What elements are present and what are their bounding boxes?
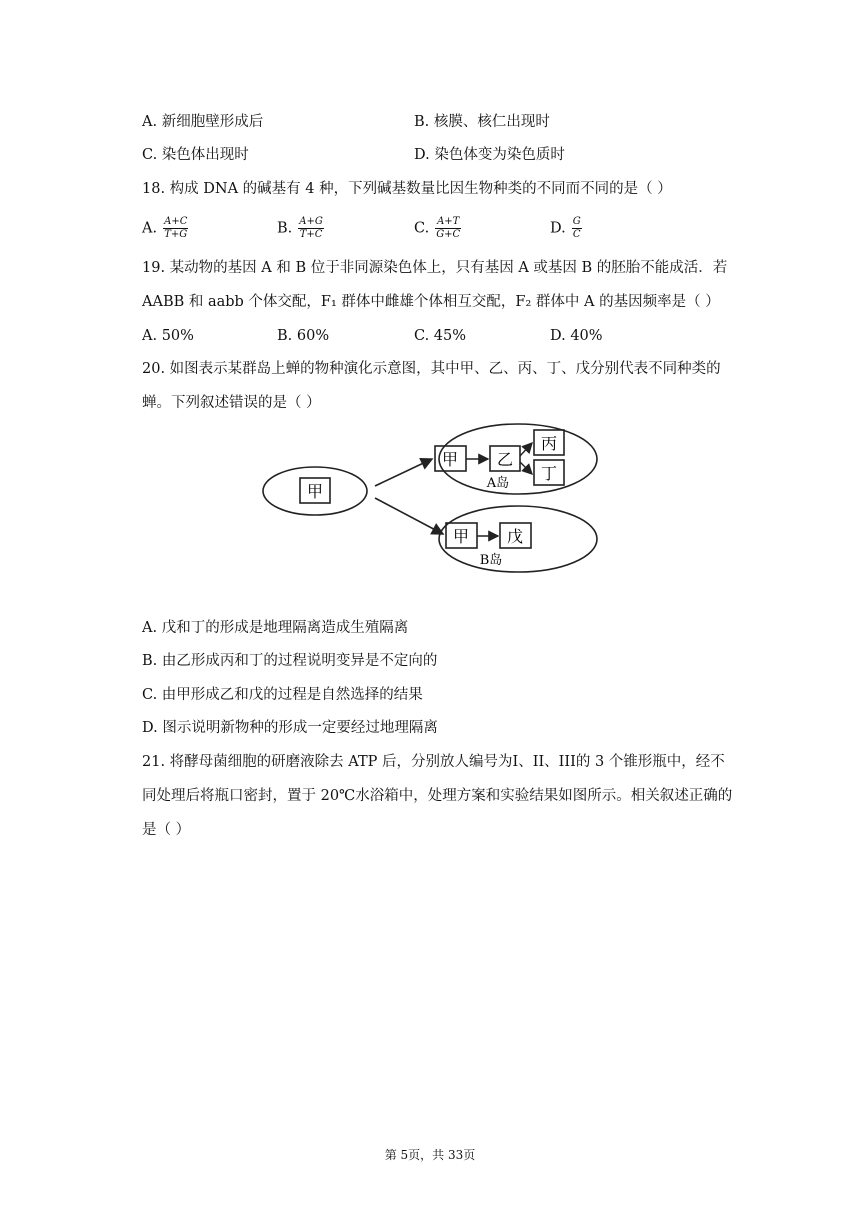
q19-stem-line2: AABB 和 aabb 个体交配，F₁ 群体中雌雄个体相互交配，F₂ 群体中 A 的基因频率是（ ） [142, 294, 720, 310]
island-a-box-bing-label: 丙 [540, 434, 558, 453]
q18-option-b [277, 216, 324, 241]
q19-option-a: A. 50% [142, 328, 194, 344]
q18-option-a-fraction [163, 216, 188, 241]
q19-option-b: B. 60% [277, 328, 330, 344]
island-a-label: A岛 [486, 476, 510, 491]
q18-option-b-fraction [298, 216, 324, 241]
q20-option-d: D. 图示说明新物种的形成一定要经过地理隔离 [142, 720, 438, 736]
arrow-origin-to-island-a [375, 459, 432, 486]
q17-option-c: C. 染色体出现时 [142, 147, 249, 163]
island-b-box-jia-label: 甲 [452, 527, 470, 546]
fraction-numerator: G [572, 216, 581, 227]
q18-option-c-label: C. [414, 220, 430, 237]
q17-option-d: D. 染色体变为染色质时 [414, 147, 565, 163]
fraction-denominator: T+C [299, 229, 323, 240]
fraction-numerator: A+T [437, 216, 460, 227]
q21-stem-line3: 是（ ） [142, 822, 191, 838]
q19-option-d: D. 40% [550, 328, 603, 344]
q18-option-b-label: B. [277, 220, 293, 237]
q19-stem-line1: 19. 某动物的基因 A 和 B 位于非同源染色体上，只有基因 A 或基因 B 的胚胎不能成活．若 [142, 260, 728, 276]
q18-option-d-label: D. [550, 220, 566, 237]
q18-option-c-fraction [435, 216, 461, 241]
island-a-box-yi-label: 乙 [496, 450, 514, 469]
q20-stem-line1: 20. 如图表示某群岛上蝉的物种演化示意图，其中甲、乙、丙、丁、戊分别代表不同种类的 [142, 361, 721, 377]
fraction-numerator: A+C [164, 216, 188, 227]
q18-option-d-fraction [572, 216, 582, 241]
q20-stem-line2: 蝉。下列叙述错误的是（ ） [142, 395, 321, 411]
q20-option-c: C. 由甲形成乙和戊的过程是自然选择的结果 [142, 687, 423, 703]
q20-option-a: A. 戊和丁的形成是地理隔离造成生殖隔离 [142, 620, 409, 636]
q18-option-a-label: A. [142, 220, 158, 237]
fraction-denominator: G+C [436, 229, 461, 240]
q17-option-b: B. 核膜、核仁出现时 [414, 114, 550, 130]
page-footer: 第 5页，共 33页 [384, 1148, 476, 1162]
q20-option-b: B. 由乙形成丙和丁的过程说明变异是不定向的 [142, 653, 438, 669]
q21-stem-line1: 21. 将酵母菌细胞的研磨液除去 ATP 后，分别放人编号为I、II、III的 3 个锥形瓶中，经不 [142, 754, 725, 770]
q18-option-c [414, 216, 461, 241]
q19-option-c: C. 45% [414, 328, 467, 344]
island-a-ellipse [439, 424, 597, 494]
island-a-box-jia-label: 甲 [441, 450, 459, 469]
q21-stem-line2: 同处理后将瓶口密封，置于 20℃水浴箱中，处理方案和实验结果如图所示。相关叙述正确的 [142, 788, 733, 804]
arrow-yi-to-bing [520, 443, 532, 456]
q18-option-d [550, 216, 582, 241]
island-b-box-wu-label: 戊 [506, 527, 524, 546]
arrow-yi-to-ding [520, 462, 532, 474]
island-b-label: B岛 [479, 553, 503, 568]
fraction-denominator: T+G [164, 229, 188, 240]
q17-option-a: A. 新细胞壁形成后 [142, 114, 264, 130]
fraction-numerator: A+G [299, 216, 323, 227]
island-a-box-ding-label: 丁 [540, 464, 558, 483]
q18-stem: 18. 构成 DNA 的碱基有 4 种，下列碱基数量比因生物种类的不同而不同的是（ ） [142, 181, 672, 197]
arrow-origin-to-island-b [375, 498, 443, 534]
origin-box-label: 甲 [306, 482, 324, 501]
fraction-denominator: C [572, 229, 581, 240]
species-evolution-diagram [260, 418, 605, 580]
q18-option-a [142, 216, 188, 241]
